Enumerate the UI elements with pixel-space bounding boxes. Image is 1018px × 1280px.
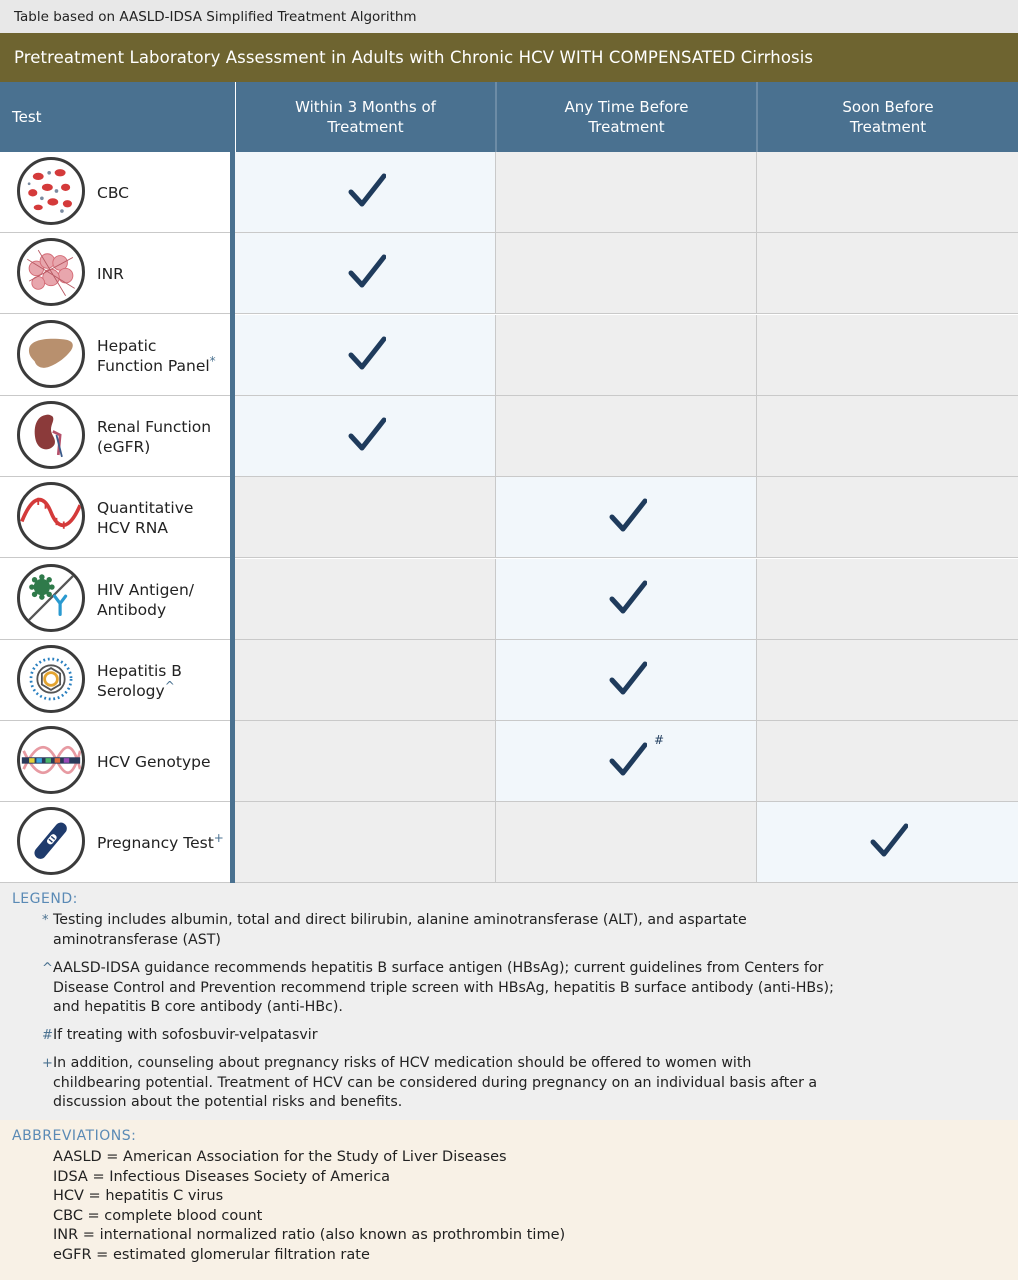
test-label-line: Antibody xyxy=(97,600,167,619)
column-header-test-label: Test xyxy=(12,108,42,126)
test-cell xyxy=(0,721,230,802)
dna-genotype-icon xyxy=(17,726,85,794)
test-label-line: Renal Function xyxy=(97,417,212,436)
abbreviations xyxy=(0,1120,1018,1280)
table-row xyxy=(0,152,1018,233)
table-row xyxy=(0,640,1018,721)
test-cell xyxy=(0,233,230,314)
column-header-line: Soon Before xyxy=(842,98,934,116)
test-label-line: CBC xyxy=(97,183,130,202)
footnote-mark: + xyxy=(213,830,224,845)
footnote-mark: ^ xyxy=(164,678,175,693)
abbreviation-line: AASLD = American Association for the Study of Liver Diseases xyxy=(53,1149,507,1165)
timing-cell xyxy=(496,396,757,477)
checkmark-icon xyxy=(348,172,386,210)
abbreviations-title: ABBREVIATIONS: xyxy=(12,1128,137,1144)
clotting-icon xyxy=(17,238,85,306)
test-label xyxy=(97,802,229,883)
liver-icon xyxy=(17,320,85,388)
test-cell xyxy=(0,477,230,558)
legend-symbol: + xyxy=(42,1056,53,1071)
abbreviation-line: INR = international normalized ratio (also known as prothrombin time) xyxy=(53,1227,566,1243)
footnote-mark: # xyxy=(654,733,665,747)
test-cell xyxy=(0,559,230,640)
test-label-line: HCV RNA xyxy=(97,518,168,537)
column-header-line: Treatment xyxy=(588,118,665,136)
test-label xyxy=(97,233,229,314)
timing-cell xyxy=(235,315,496,396)
checkmark-icon xyxy=(609,660,647,698)
timing-cell xyxy=(235,559,496,640)
table-row xyxy=(0,559,1018,640)
timing-cell xyxy=(757,233,1018,314)
timing-cell xyxy=(496,802,757,883)
timing-cell xyxy=(235,477,496,558)
test-label-line: HCV Genotype xyxy=(97,752,211,771)
column-header-line: Treatment xyxy=(327,118,404,136)
test-label-line: Function Panel xyxy=(97,356,210,375)
column-header-soon-before xyxy=(758,82,1018,152)
legend-item xyxy=(42,1054,882,1113)
test-label-line: Hepatic xyxy=(97,336,157,355)
checkmark-cell xyxy=(609,579,647,617)
table-row xyxy=(0,802,1018,883)
legend-title: LEGEND: xyxy=(12,891,78,907)
timing-cell xyxy=(757,721,1018,802)
test-label-line: INR xyxy=(97,264,124,283)
timing-cell xyxy=(757,396,1018,477)
checkmark-icon xyxy=(609,497,647,535)
timing-cell xyxy=(496,640,757,721)
kidney-icon xyxy=(17,401,85,469)
test-label xyxy=(97,152,229,233)
timing-cell xyxy=(235,396,496,477)
test-cell xyxy=(0,396,230,477)
legend-item xyxy=(42,1026,882,1046)
abbreviation-line: HCV = hepatitis C virus xyxy=(53,1188,224,1204)
legend-item xyxy=(42,959,882,1018)
test-label xyxy=(97,396,229,477)
test-label xyxy=(97,640,229,721)
legend-line: In addition, counseling about pregnancy risks of HCV medication should be offered to women with xyxy=(53,1055,752,1071)
column-header-line: Any Time Before xyxy=(564,98,689,116)
test-label-line: Serology xyxy=(97,681,165,700)
legend-symbol: # xyxy=(42,1028,53,1043)
checkmark-icon xyxy=(348,253,386,291)
timing-cell xyxy=(496,477,757,558)
source-note: Table based on AASLD-IDSA Simplified Treatment Algorithm xyxy=(0,0,1018,33)
pregnancy-test-icon xyxy=(17,807,85,875)
timing-cell xyxy=(757,315,1018,396)
table-row xyxy=(0,233,1018,314)
legend-line: childbearing potential. Treatment of HCV can be considered during pregnancy on an individual basis after a xyxy=(53,1074,818,1091)
legend-line: Disease Control and Prevention recommend triple screen with HBsAg, hepatitis B surface antibody (anti-HBs); xyxy=(53,979,834,996)
table-row xyxy=(0,721,1018,802)
checkmark-cell xyxy=(348,335,386,373)
test-label-line: HIV Antigen/ xyxy=(97,580,194,599)
column-header-line: Within 3 Months of xyxy=(295,98,436,116)
timing-cell xyxy=(757,640,1018,721)
timing-cell xyxy=(235,640,496,721)
timing-cell xyxy=(235,721,496,802)
footnote-mark: * xyxy=(209,353,216,368)
checkmark-cell xyxy=(348,253,386,291)
checkmark-icon xyxy=(609,741,647,779)
header-divider xyxy=(495,82,497,152)
legend-item xyxy=(42,911,882,950)
legend-symbol: * xyxy=(42,913,49,928)
abbreviation-line: eGFR = estimated glomerular filtration rate xyxy=(53,1247,370,1263)
header-divider xyxy=(756,82,758,152)
legend-line: Testing includes albumin, total and direct bilirubin, alanine aminotransferase (ALT), and aspartate xyxy=(53,912,747,928)
checkmark-icon xyxy=(348,416,386,454)
timing-cell xyxy=(496,721,757,802)
checkmark-cell xyxy=(609,660,647,698)
table-row xyxy=(0,396,1018,477)
checkmark-cell xyxy=(348,172,386,210)
timing-cell xyxy=(235,233,496,314)
blood-cells-icon xyxy=(17,157,85,225)
legend-line: If treating with sofosbuvir-velpatasvir xyxy=(53,1027,318,1043)
timing-cell xyxy=(757,802,1018,883)
table-row xyxy=(0,477,1018,558)
timing-cell xyxy=(496,152,757,233)
test-label xyxy=(97,559,229,640)
test-cell xyxy=(0,152,230,233)
test-cell xyxy=(0,315,230,396)
test-label xyxy=(97,477,229,558)
timing-cell xyxy=(235,802,496,883)
test-label-line: Hepatitis B xyxy=(97,661,182,680)
checkmark-icon xyxy=(348,335,386,373)
timing-cell xyxy=(235,152,496,233)
timing-cell xyxy=(496,233,757,314)
test-label xyxy=(97,721,229,802)
test-cell xyxy=(0,640,230,721)
virus-icon xyxy=(17,645,85,713)
test-label-line: Pregnancy Test xyxy=(97,833,214,852)
column-header-within-3-months xyxy=(236,82,495,152)
table-row xyxy=(0,315,1018,396)
hiv-icon xyxy=(17,564,85,632)
legend-line: AALSD-IDSA guidance recommends hepatitis B surface antigen (HBsAg); current guidelines from Centers for xyxy=(53,960,824,976)
timing-cell xyxy=(496,559,757,640)
timing-cell xyxy=(757,152,1018,233)
checkmark-icon xyxy=(870,822,908,860)
column-header-test xyxy=(0,82,230,152)
legend-line: discussion about the potential risks and benefits. xyxy=(53,1094,403,1110)
timing-cell xyxy=(757,559,1018,640)
legend-line: and hepatitis B core antibody (anti-HBc). xyxy=(53,999,343,1015)
test-label xyxy=(97,315,229,396)
column-header-any-time xyxy=(497,82,756,152)
page-title: Pretreatment Laboratory Assessment in Adults with Chronic HCV WITH COMPENSATED Cirrhosis xyxy=(0,33,1018,82)
abbreviation-line: IDSA = Infectious Diseases Society of America xyxy=(53,1169,391,1185)
legend-symbol: ^ xyxy=(42,961,53,976)
test-cell xyxy=(0,802,230,883)
column-header-line: Treatment xyxy=(849,118,927,136)
checkmark-cell xyxy=(870,822,908,860)
checkmark-cell xyxy=(348,416,386,454)
abbreviation-line: CBC = complete blood count xyxy=(53,1208,263,1224)
legend-line: aminotransferase (AST) xyxy=(53,931,221,948)
checkmark-cell xyxy=(609,497,647,535)
legend xyxy=(0,883,1018,1120)
timing-cell xyxy=(757,477,1018,558)
test-label-line: Quantitative xyxy=(97,498,194,517)
rna-icon xyxy=(17,482,85,550)
timing-cell xyxy=(496,315,757,396)
checkmark-icon xyxy=(609,579,647,617)
test-label-line: (eGFR) xyxy=(97,437,151,456)
checkmark-cell xyxy=(609,741,647,779)
